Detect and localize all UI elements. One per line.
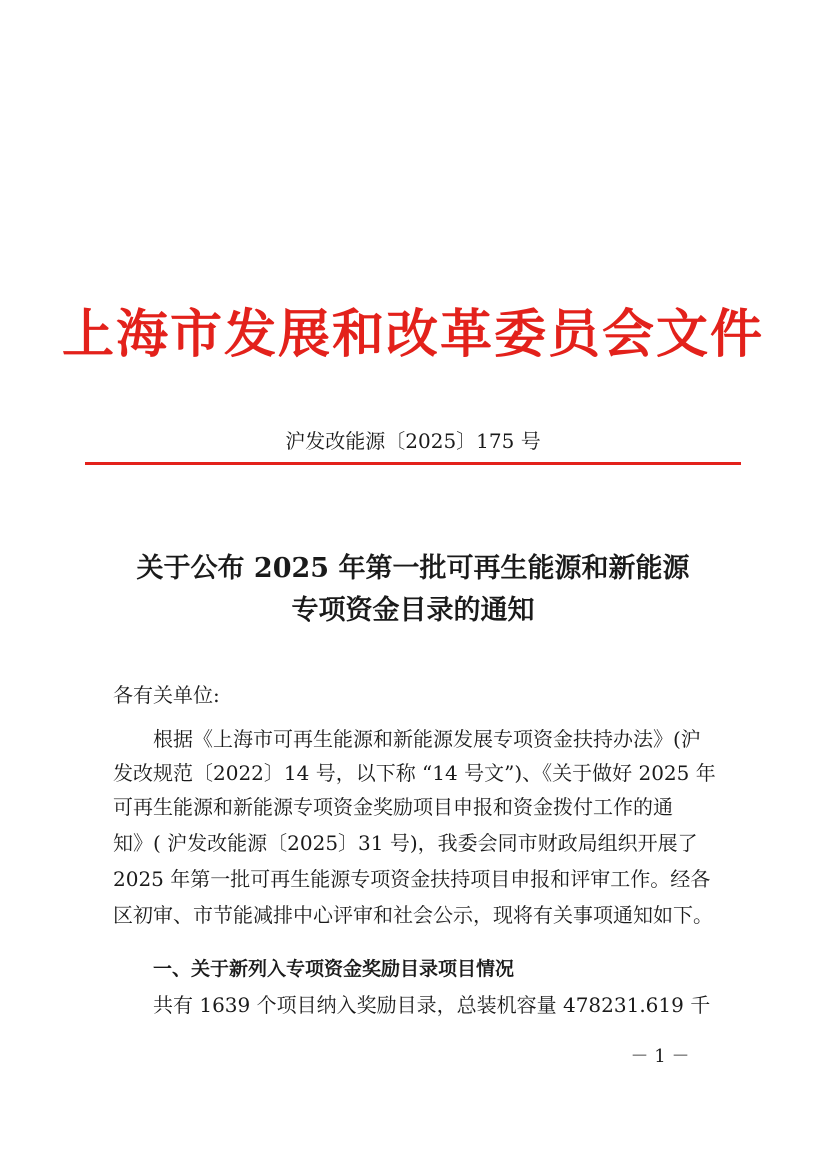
title-line-2: 专项资金目录的通知 [291, 595, 535, 626]
salutation: 各有关单位: [113, 683, 220, 707]
paragraph-1-line-3: 可再生能源和新能源专项资金奖励项目申报和资金拨付工作的通 [113, 795, 673, 819]
paragraph-1-line-4: 知》( 沪发改能源〔2025〕31 号)，我委会同市财政局组织开展了 [113, 831, 698, 855]
document-number: 沪发改能源〔2025〕175 号 [285, 429, 541, 453]
page-number: － 1 － [630, 1046, 690, 1067]
paragraph-1-line-1: 根据《上海市可再生能源和新能源发展专项资金扶持办法》(沪 [153, 727, 701, 751]
section-1-heading: 一、关于新列入专项资金奖励目录项目情况 [153, 958, 515, 980]
title-line-1: 关于公布 2025 年第一批可再生能源和新能源 [136, 553, 690, 584]
issuer-masthead: 上海市发展和改革委员会文件 [61, 304, 764, 365]
paragraph-2-line-1: 共有 1639 个项目纳入奖励目录，总装机容量 478231.619 千 [153, 993, 711, 1017]
paragraph-1-line-6: 区初审、市节能减排中心评审和社会公示，现将有关事项通知如下。 [113, 903, 713, 927]
paragraph-1-line-2: 发改规范〔2022〕14 号，以下称 “14 号文”)、《关于做好 2025 年 [113, 761, 716, 785]
paragraph-1-line-5: 2025 年第一批可再生能源专项资金扶持项目申报和评审工作。经各 [113, 867, 711, 891]
document-title [0, 548, 826, 632]
red-divider [85, 462, 741, 465]
